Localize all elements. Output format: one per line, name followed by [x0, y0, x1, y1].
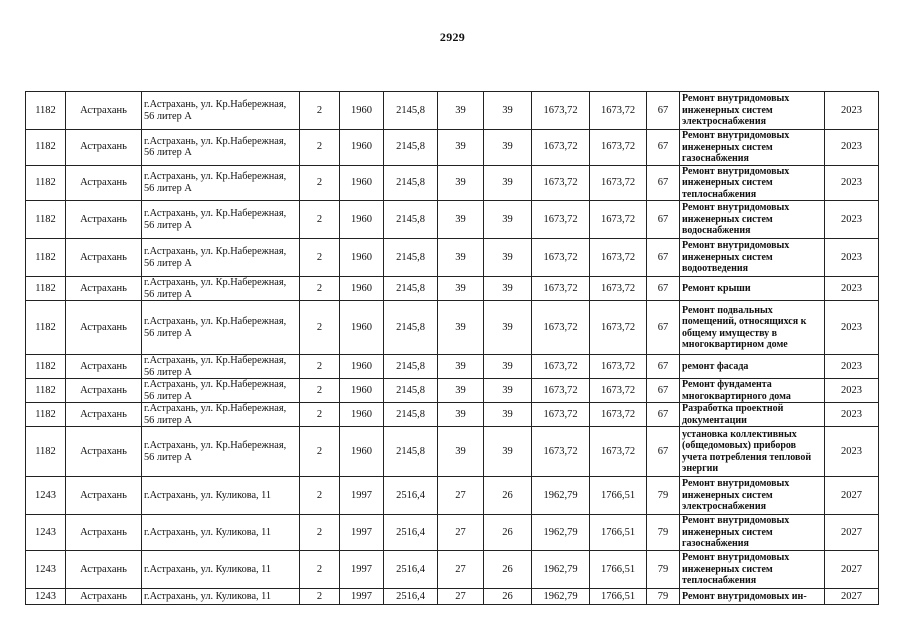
cell-build-year: 1960 [340, 379, 384, 403]
cell-number: 67 [647, 403, 680, 427]
cell-building-id: 1182 [26, 379, 66, 403]
cell-work-type: Ремонт внутридомовых инженерных систем водоотведения [680, 239, 825, 277]
cell-build-year: 1997 [340, 515, 384, 551]
cell-area-1: 1673,72 [532, 379, 590, 403]
cell-build-year: 1997 [340, 477, 384, 515]
cell-address: г.Астрахань, ул. Кр.Набережная, 56 литер А [142, 403, 300, 427]
cell-number: 67 [647, 130, 680, 166]
cell-number: 67 [647, 277, 680, 301]
cell-area-1: 1673,72 [532, 130, 590, 166]
cell-count-1: 27 [438, 551, 484, 589]
cell-count-1: 39 [438, 379, 484, 403]
cell-address: г.Астрахань, ул. Куликова, 11 [142, 551, 300, 589]
cell-area-1: 1962,79 [532, 477, 590, 515]
cell-address: г.Астрахань, ул. Куликова, 11 [142, 477, 300, 515]
cell-city: Астрахань [66, 477, 142, 515]
cell-area-2: 1673,72 [590, 165, 647, 201]
cell-building-id: 1182 [26, 92, 66, 130]
cell-total-area: 2145,8 [384, 165, 438, 201]
cell-building-id: 1243 [26, 551, 66, 589]
cell-floors: 2 [300, 130, 340, 166]
cell-address: г.Астрахань, ул. Куликова, 11 [142, 589, 300, 605]
cell-city: Астрахань [66, 277, 142, 301]
cell-plan-year: 2023 [825, 379, 879, 403]
cell-count-2: 39 [484, 379, 532, 403]
cell-city: Астрахань [66, 551, 142, 589]
cell-floors: 2 [300, 477, 340, 515]
cell-count-1: 39 [438, 301, 484, 355]
cell-number: 79 [647, 515, 680, 551]
cell-address: г.Астрахань, ул. Кр.Набережная, 56 литер А [142, 165, 300, 201]
cell-count-1: 39 [438, 403, 484, 427]
cell-build-year: 1960 [340, 403, 384, 427]
cell-total-area: 2145,8 [384, 355, 438, 379]
table-row [26, 239, 879, 277]
cell-total-area: 2516,4 [384, 515, 438, 551]
cell-building-id: 1182 [26, 403, 66, 427]
cell-plan-year: 2027 [825, 477, 879, 515]
cell-number: 67 [647, 165, 680, 201]
cell-plan-year: 2023 [825, 427, 879, 477]
cell-work-type: Ремонт фундамента многоквартирного дома [680, 379, 825, 403]
cell-plan-year: 2023 [825, 165, 879, 201]
cell-building-id: 1182 [26, 239, 66, 277]
cell-building-id: 1182 [26, 301, 66, 355]
cell-city: Астрахань [66, 589, 142, 605]
cell-count-1: 39 [438, 165, 484, 201]
cell-area-1: 1673,72 [532, 403, 590, 427]
cell-plan-year: 2027 [825, 515, 879, 551]
cell-address: г.Астрахань, ул. Кр.Набережная, 56 литер А [142, 239, 300, 277]
cell-count-1: 39 [438, 130, 484, 166]
cell-plan-year: 2027 [825, 551, 879, 589]
table-row [26, 551, 879, 589]
cell-floors: 2 [300, 427, 340, 477]
cell-total-area: 2145,8 [384, 403, 438, 427]
cell-plan-year: 2023 [825, 355, 879, 379]
cell-number: 67 [647, 239, 680, 277]
cell-address: г.Астрахань, ул. Кр.Набережная, 56 литер А [142, 277, 300, 301]
cell-area-2: 1673,72 [590, 427, 647, 477]
cell-area-2: 1766,51 [590, 515, 647, 551]
cell-build-year: 1960 [340, 301, 384, 355]
cell-number: 67 [647, 379, 680, 403]
cell-work-type: установка коллективных (общедомовых) приборов учета потребления тепловой энергии [680, 427, 825, 477]
table-row [26, 201, 879, 239]
table-row [26, 427, 879, 477]
cell-plan-year: 2023 [825, 92, 879, 130]
cell-floors: 2 [300, 403, 340, 427]
capital-repair-table [25, 91, 879, 605]
cell-area-2: 1673,72 [590, 301, 647, 355]
cell-work-type: Ремонт внутридомовых инженерных систем электроснабжения [680, 477, 825, 515]
cell-count-1: 39 [438, 239, 484, 277]
cell-count-1: 27 [438, 477, 484, 515]
cell-floors: 2 [300, 165, 340, 201]
cell-number: 79 [647, 477, 680, 515]
cell-address: г.Астрахань, ул. Кр.Набережная, 56 литер А [142, 201, 300, 239]
cell-area-1: 1673,72 [532, 427, 590, 477]
cell-area-2: 1673,72 [590, 277, 647, 301]
cell-floors: 2 [300, 201, 340, 239]
cell-area-1: 1673,72 [532, 201, 590, 239]
table-row [26, 92, 879, 130]
cell-count-2: 39 [484, 239, 532, 277]
cell-floors: 2 [300, 551, 340, 589]
cell-total-area: 2516,4 [384, 589, 438, 605]
cell-number: 67 [647, 355, 680, 379]
cell-total-area: 2145,8 [384, 277, 438, 301]
cell-count-2: 39 [484, 201, 532, 239]
cell-count-2: 39 [484, 403, 532, 427]
cell-plan-year: 2023 [825, 239, 879, 277]
cell-area-1: 1673,72 [532, 165, 590, 201]
cell-floors: 2 [300, 515, 340, 551]
table-row [26, 130, 879, 166]
cell-count-1: 39 [438, 201, 484, 239]
cell-build-year: 1997 [340, 589, 384, 605]
cell-building-id: 1182 [26, 277, 66, 301]
cell-count-2: 39 [484, 301, 532, 355]
cell-total-area: 2145,8 [384, 92, 438, 130]
cell-city: Астрахань [66, 515, 142, 551]
cell-plan-year: 2027 [825, 589, 879, 605]
cell-city: Астрахань [66, 403, 142, 427]
cell-work-type: Ремонт внутридомовых инженерных систем газоснабжения [680, 515, 825, 551]
cell-area-2: 1673,72 [590, 239, 647, 277]
cell-area-2: 1673,72 [590, 201, 647, 239]
cell-count-1: 39 [438, 427, 484, 477]
cell-count-2: 39 [484, 130, 532, 166]
cell-work-type: Ремонт внутридомовых инженерных систем теплоснабжения [680, 165, 825, 201]
cell-area-2: 1673,72 [590, 92, 647, 130]
cell-floors: 2 [300, 301, 340, 355]
cell-build-year: 1960 [340, 277, 384, 301]
cell-city: Астрахань [66, 427, 142, 477]
cell-total-area: 2145,8 [384, 301, 438, 355]
cell-area-1: 1673,72 [532, 277, 590, 301]
cell-area-2: 1673,72 [590, 355, 647, 379]
cell-city: Астрахань [66, 201, 142, 239]
cell-area-2: 1766,51 [590, 477, 647, 515]
cell-total-area: 2145,8 [384, 427, 438, 477]
cell-work-type: ремонт фасада [680, 355, 825, 379]
cell-number: 67 [647, 427, 680, 477]
cell-area-2: 1673,72 [590, 130, 647, 166]
cell-count-2: 39 [484, 165, 532, 201]
cell-city: Астрахань [66, 165, 142, 201]
cell-area-2: 1766,51 [590, 551, 647, 589]
cell-work-type: Разработка проектной документации [680, 403, 825, 427]
cell-floors: 2 [300, 239, 340, 277]
cell-count-2: 39 [484, 355, 532, 379]
cell-floors: 2 [300, 379, 340, 403]
cell-count-1: 27 [438, 515, 484, 551]
cell-count-2: 26 [484, 477, 532, 515]
cell-build-year: 1960 [340, 239, 384, 277]
cell-address: г.Астрахань, ул. Куликова, 11 [142, 515, 300, 551]
cell-area-2: 1673,72 [590, 379, 647, 403]
cell-count-1: 27 [438, 589, 484, 605]
page-number: 2929 [439, 30, 466, 44]
cell-count-2: 39 [484, 92, 532, 130]
cell-area-2: 1766,51 [590, 589, 647, 605]
cell-building-id: 1182 [26, 355, 66, 379]
cell-build-year: 1960 [340, 201, 384, 239]
cell-address: г.Астрахань, ул. Кр.Набережная, 56 литер А [142, 427, 300, 477]
cell-count-2: 26 [484, 589, 532, 605]
cell-build-year: 1997 [340, 551, 384, 589]
cell-count-2: 26 [484, 551, 532, 589]
cell-number: 79 [647, 551, 680, 589]
cell-area-1: 1673,72 [532, 355, 590, 379]
cell-building-id: 1182 [26, 427, 66, 477]
cell-work-type: Ремонт внутридомовых инженерных систем электроснабжения [680, 92, 825, 130]
cell-plan-year: 2023 [825, 403, 879, 427]
cell-work-type: Ремонт крыши [680, 277, 825, 301]
cell-count-2: 39 [484, 427, 532, 477]
cell-total-area: 2145,8 [384, 379, 438, 403]
cell-building-id: 1182 [26, 165, 66, 201]
cell-city: Астрахань [66, 92, 142, 130]
cell-area-1: 1962,79 [532, 515, 590, 551]
cell-area-2: 1673,72 [590, 403, 647, 427]
cell-count-1: 39 [438, 277, 484, 301]
cell-total-area: 2145,8 [384, 239, 438, 277]
cell-address: г.Астрахань, ул. Кр.Набережная, 56 литер А [142, 355, 300, 379]
cell-build-year: 1960 [340, 355, 384, 379]
cell-address: г.Астрахань, ул. Кр.Набережная, 56 литер А [142, 130, 300, 166]
cell-build-year: 1960 [340, 165, 384, 201]
cell-total-area: 2516,4 [384, 477, 438, 515]
cell-city: Астрахань [66, 301, 142, 355]
cell-building-id: 1243 [26, 477, 66, 515]
cell-total-area: 2145,8 [384, 201, 438, 239]
table-row [26, 477, 879, 515]
cell-area-1: 1673,72 [532, 301, 590, 355]
table-row [26, 355, 879, 379]
cell-city: Астрахань [66, 379, 142, 403]
cell-plan-year: 2023 [825, 277, 879, 301]
cell-total-area: 2516,4 [384, 551, 438, 589]
cell-work-type: Ремонт внутридомовых инженерных систем водоснабжения [680, 201, 825, 239]
cell-work-type: Ремонт внутридомовых ин- [680, 589, 825, 605]
cell-count-2: 26 [484, 515, 532, 551]
cell-count-1: 39 [438, 92, 484, 130]
cell-city: Астрахань [66, 130, 142, 166]
cell-address: г.Астрахань, ул. Кр.Набережная, 56 литер А [142, 301, 300, 355]
cell-floors: 2 [300, 589, 340, 605]
cell-area-1: 1962,79 [532, 551, 590, 589]
table-row [26, 277, 879, 301]
cell-city: Астрахань [66, 355, 142, 379]
table-row [26, 403, 879, 427]
cell-floors: 2 [300, 92, 340, 130]
cell-build-year: 1960 [340, 427, 384, 477]
cell-area-1: 1962,79 [532, 589, 590, 605]
table-row [26, 165, 879, 201]
table-row [26, 589, 879, 605]
cell-building-id: 1243 [26, 589, 66, 605]
cell-work-type: Ремонт подвальных помещений, относящихся к общему имуществу в многоквартирном доме [680, 301, 825, 355]
cell-building-id: 1243 [26, 515, 66, 551]
cell-build-year: 1960 [340, 130, 384, 166]
cell-plan-year: 2023 [825, 301, 879, 355]
cell-number: 67 [647, 92, 680, 130]
table-row [26, 379, 879, 403]
table-row [26, 301, 879, 355]
cell-floors: 2 [300, 355, 340, 379]
cell-area-1: 1673,72 [532, 92, 590, 130]
table-body [26, 92, 879, 605]
cell-number: 67 [647, 201, 680, 239]
cell-work-type: Ремонт внутридомовых инженерных систем газоснабжения [680, 130, 825, 166]
cell-floors: 2 [300, 277, 340, 301]
cell-plan-year: 2023 [825, 130, 879, 166]
cell-area-1: 1673,72 [532, 239, 590, 277]
cell-total-area: 2145,8 [384, 130, 438, 166]
cell-city: Астрахань [66, 239, 142, 277]
cell-address: г.Астрахань, ул. Кр.Набережная, 56 литер А [142, 379, 300, 403]
table-row [26, 515, 879, 551]
cell-building-id: 1182 [26, 130, 66, 166]
cell-work-type: Ремонт внутридомовых инженерных систем теплоснабжения [680, 551, 825, 589]
cell-number: 67 [647, 301, 680, 355]
cell-count-1: 39 [438, 355, 484, 379]
cell-address: г.Астрахань, ул. Кр.Набережная, 56 литер А [142, 92, 300, 130]
cell-number: 79 [647, 589, 680, 605]
cell-build-year: 1960 [340, 92, 384, 130]
cell-plan-year: 2023 [825, 201, 879, 239]
cell-count-2: 39 [484, 277, 532, 301]
cell-building-id: 1182 [26, 201, 66, 239]
